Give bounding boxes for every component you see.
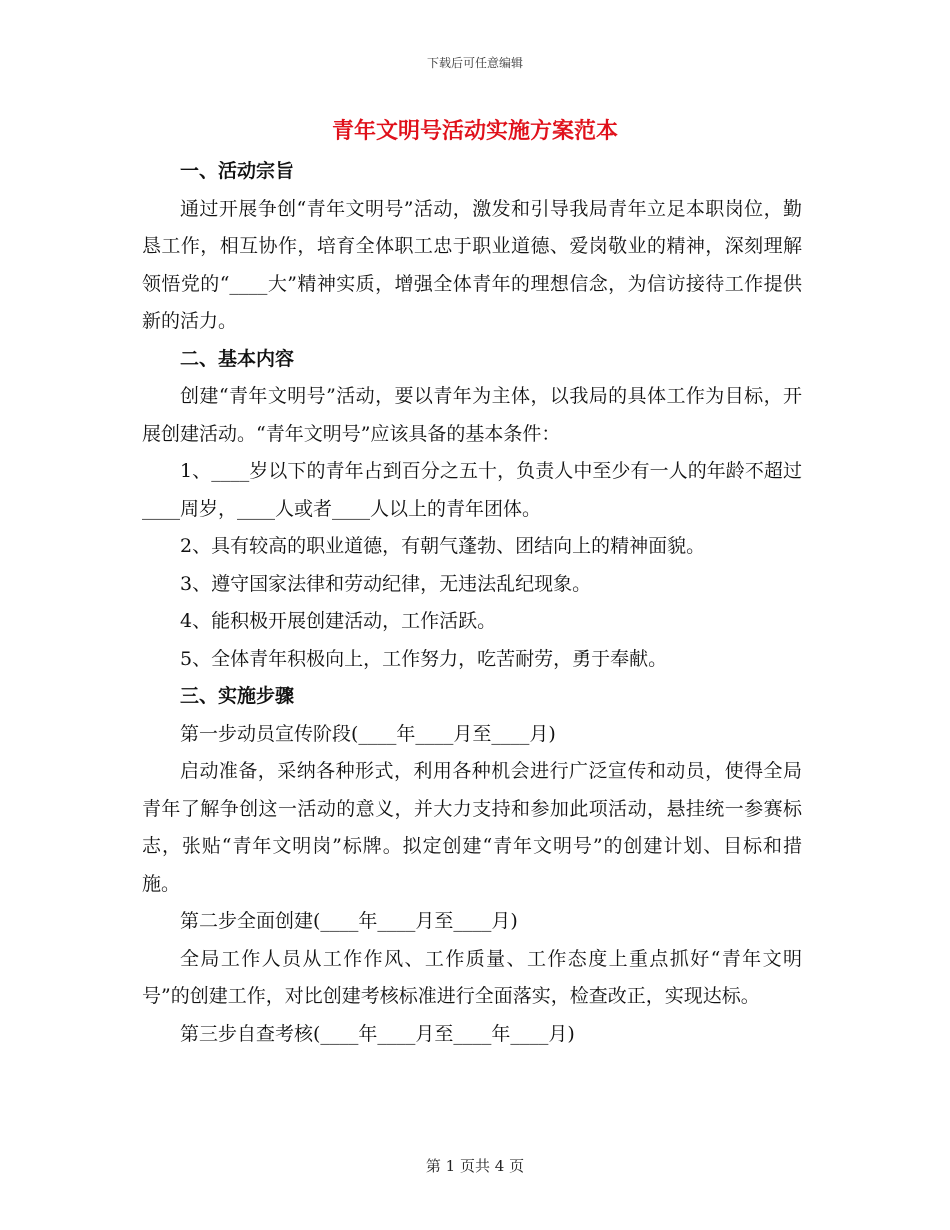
step-heading: 第三步自查考核(____年____月至____年____月) bbox=[180, 1022, 575, 1045]
header-note: 下载后可任意编辑 bbox=[426, 56, 523, 70]
list-item: 1、____岁以下的青年占到百分之五十，负责人中至少有一人的年龄不超过____周岁，____人或者____人以上的青年团体。 bbox=[142, 460, 802, 520]
paragraph: 创建“青年文明号”活动，要以青年为主体，以我局的具体工作为目标，开展创建活动。“青年文明号”应该具备的基本条件： bbox=[142, 385, 802, 445]
step-heading: 第一步动员宣传阶段(____年____月至____月) bbox=[180, 722, 556, 745]
list-item: 2、具有较高的职业道德，有朝气蓬勃、团结向上的精神面貌。 bbox=[180, 535, 706, 557]
list-item: 3、遵守国家法律和劳动纪律，无违法乱纪现象。 bbox=[180, 572, 592, 595]
paragraph: 启动准备，采纳各种形式，利用各种机会进行广泛宣传和动员，使得全局青年了解争创这一活动的意义，并大力支持和参加此项活动，悬挂统一参赛标志，张贴“青年文明岗”标牌。拟定创建“青年文明号”的创建计划、目标和措施。 bbox=[142, 760, 802, 895]
step-heading: 第二步全面创建(____年____月至____月) bbox=[180, 910, 518, 932]
paragraph: 通过开展争创“青年文明号”活动，激发和引导我局青年立足本职岗位，勤恳工作，相互协作，培育全体职工忠于职业道德、爱岗敬业的精神，深刻理解领悟党的“____大”精神实质，增强全体青年的理想信念，为信访接待工作提供新的活力。 bbox=[142, 197, 802, 332]
list-item: 5、全体青年积极向上，工作努力，吃苦耐劳，勇于奉献。 bbox=[180, 647, 668, 670]
section-heading: 一、活动宗旨 bbox=[180, 160, 295, 182]
section-heading: 三、实施步骤 bbox=[180, 685, 295, 707]
document-title: 青年文明号活动实施方案范本 bbox=[331, 119, 618, 144]
document-body bbox=[142, 153, 802, 1053]
section-heading: 二、基本内容 bbox=[180, 347, 295, 370]
paragraph: 全局工作人员从工作作风、工作质量、工作态度上重点抓好“青年文明号”的创建工作，对比创建考核标准进行全面落实，检查改正，实现达标。 bbox=[142, 947, 802, 1007]
list-item: 4、能积极开展创建活动，工作活跃。 bbox=[180, 610, 497, 632]
page-footer: 第 1 页共 4 页 bbox=[425, 1157, 525, 1175]
